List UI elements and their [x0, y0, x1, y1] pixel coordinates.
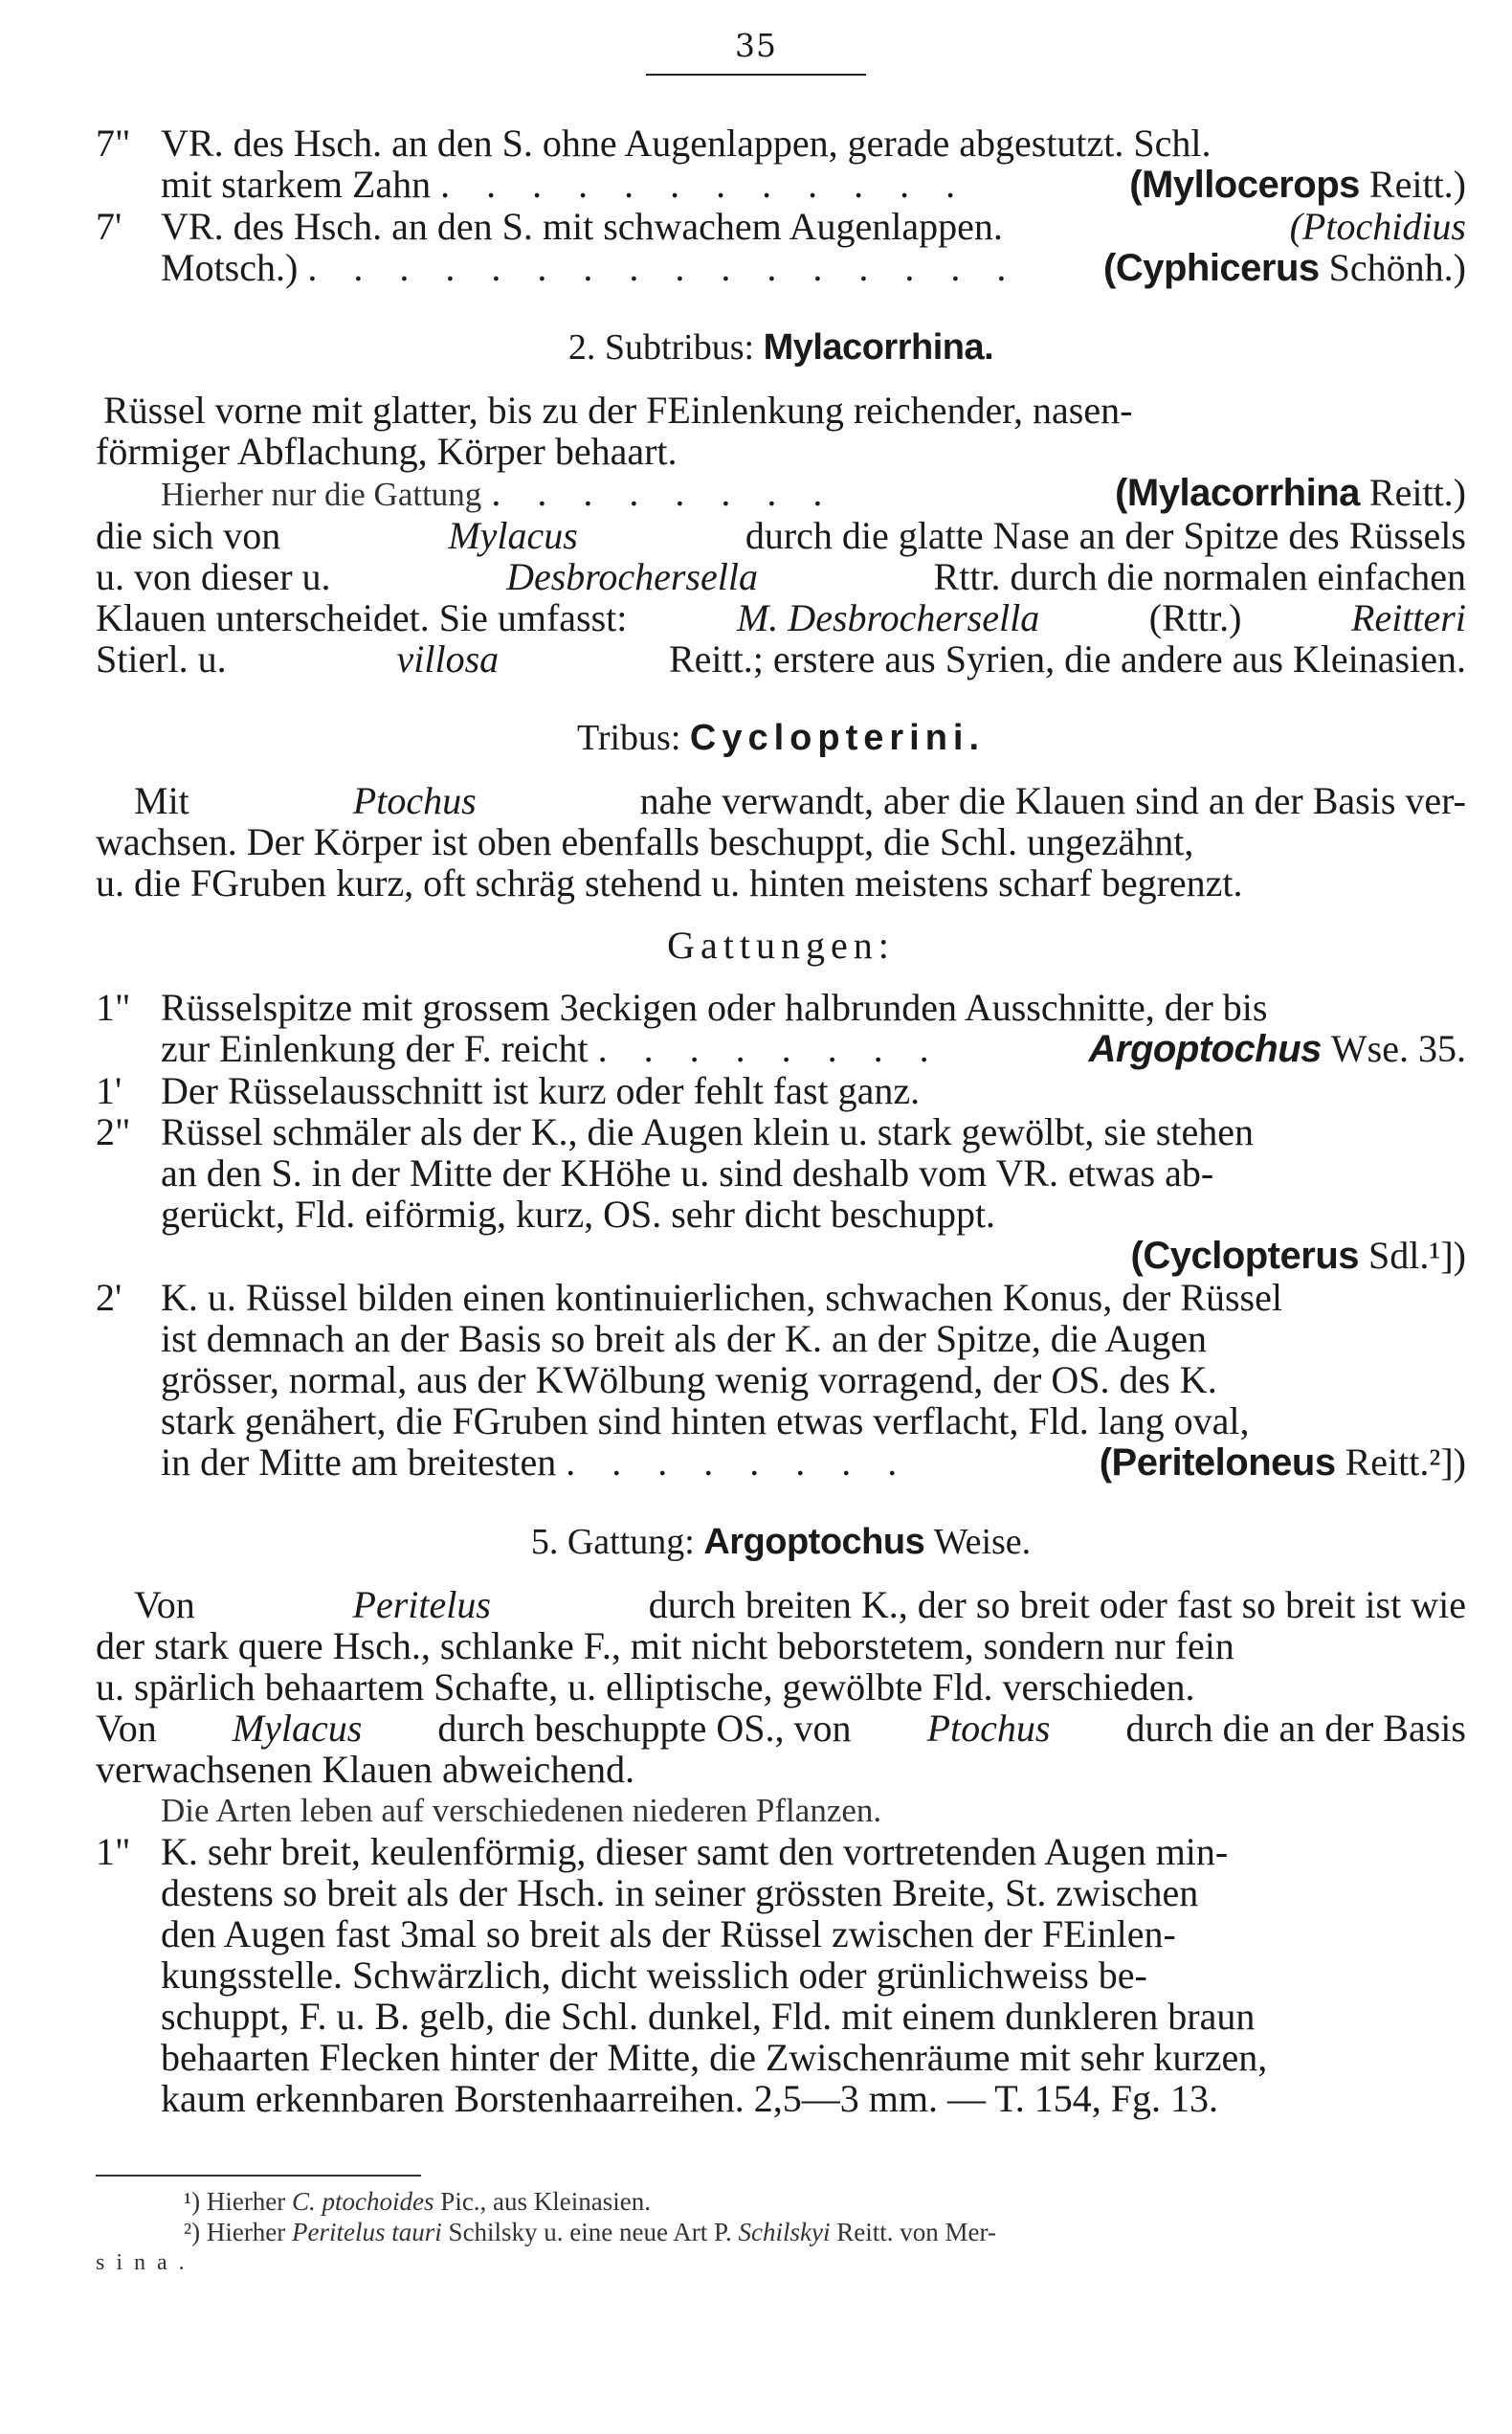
genus-name: Argoptochus [1088, 1028, 1322, 1070]
text: in der Mitte am breitesten [161, 1440, 557, 1484]
text: Hierher nur die Gattung [161, 476, 482, 513]
heading-prefix: 2. Subtribus: [567, 327, 755, 368]
text: Rüssel vorne mit glatter, bis zu der FEinlenkung reichender, nasen- [103, 389, 1133, 432]
heading-name: Argoptochus [703, 1522, 925, 1562]
text: grösser, normal, aus der KWölbung wenig vorragend, der OS. des K. [161, 1358, 1217, 1401]
paragraph-line [96, 515, 1466, 556]
text: den Augen fast 3mal so breit als der Rüssel zwischen der FEinlen- [161, 1912, 1176, 1955]
key-line [96, 1028, 1466, 1070]
key-line [96, 2078, 1466, 2119]
text: Von [134, 1583, 195, 1626]
key-line [96, 1359, 1466, 1400]
text: Rttr. durch die normalen einfachen [933, 555, 1466, 598]
text: zur Einlenkung der F. reicht [161, 1027, 589, 1070]
paragraph-line [96, 1749, 1466, 1790]
couplet-number: 7' [96, 205, 122, 248]
key-line [96, 2037, 1466, 2078]
text: Rüssel schmäler als der K., die Augen klein u. stark gewölbt, sie stehen [161, 1110, 1254, 1153]
genus-name: (Mylacorrhina [1115, 472, 1360, 514]
author: Sdl.¹]) [1368, 1234, 1466, 1277]
tribus-heading [96, 718, 1466, 759]
author: Reitt.) [1368, 471, 1466, 514]
heading-name: Mylacorrhina. [763, 327, 994, 368]
species-italic: Peritelus tauri [292, 2218, 442, 2246]
heading-name: Cyclopterini. [689, 718, 986, 758]
leader-dots: . . . . . . . . . . . . [440, 163, 969, 206]
text: kungsstelle. Schwärzlich, dicht weisslich oder grünlichweiss be- [161, 1954, 1147, 1997]
text: (Rttr.) [1148, 596, 1242, 639]
genus-name: (Cyclopterus [1130, 1235, 1359, 1277]
heading-prefix: 5. Gattung: [530, 1522, 695, 1562]
text: Schilsky u. eine neue Art P. [448, 2218, 732, 2246]
couplet-number: 1' [96, 1069, 122, 1112]
text: Mit [134, 779, 189, 822]
genus-italic: Desbrochersella [506, 555, 758, 598]
paragraph-line [96, 821, 1466, 862]
text: die sich von [96, 514, 281, 557]
genus-italic: Ptochus [352, 779, 477, 822]
leader-dots: . . . . . . . . . . . . . . . . [307, 246, 1020, 289]
heading-author: Weise. [933, 1522, 1032, 1562]
key-line [96, 1277, 1466, 1318]
text: Der Rüsselausschnitt ist kurz oder fehlt fast ganz. [161, 1069, 921, 1112]
text: u. spärlich behaartem Schafte, u. elliptische, gewölbte Fld. verschieden. [96, 1665, 1195, 1708]
text: mit starkem Zahn [161, 163, 432, 206]
species-italic: Schilskyi [738, 2218, 831, 2246]
subtribus-heading [96, 327, 1466, 368]
text: u. die FGruben kurz, oft schräg stehend u. hinten meistens scharf begrenzt. [96, 861, 1243, 904]
key-line [96, 987, 1466, 1028]
text: kaum erkennbaren Borstenhaarreihen. 2,5—3 mm. — T. 154, Fg. 13. [161, 2077, 1218, 2120]
genus-name: (Ptochidius [1289, 205, 1466, 248]
text: durch die an der Basis [1125, 1707, 1466, 1750]
leader-dots: . . . . . . . . [491, 471, 836, 514]
text: der stark quere Hsch., schlanke F., mit nicht beborstetem, sondern nur fein [96, 1624, 1234, 1667]
text: K. sehr breit, keulenförmig, dieser samt den vortretenden Augen min- [161, 1830, 1229, 1873]
footnote-2-continuation: sina. [96, 2250, 196, 2275]
paragraph-line [96, 638, 1466, 680]
species-italic: villosa [396, 637, 500, 681]
text: Motsch.) [161, 246, 299, 289]
key-line [96, 1070, 1466, 1111]
key-line [96, 1872, 1466, 1913]
genus-name: (Cyphicerus [1103, 247, 1320, 289]
text: verwachsenen Klauen abweichend. [96, 1748, 635, 1791]
text: stark genähert, die FGruben sind hinten etwas verflacht, Fld. lang oval, [161, 1399, 1250, 1442]
genus-italic: Ptochus [926, 1707, 1051, 1750]
leader-dots: . . . . . . . . [597, 1027, 943, 1070]
paragraph-line [96, 1625, 1466, 1666]
key-line [96, 1194, 1466, 1235]
paragraph-line [96, 431, 1466, 472]
text: Von [96, 1707, 157, 1750]
key-line [96, 1400, 1466, 1441]
couplet-number: 2" [96, 1110, 131, 1153]
gattung-heading [96, 1522, 1466, 1563]
text: gerückt, Fld. eiförmig, kurz, OS. sehr dicht beschuppt. [161, 1193, 996, 1236]
paragraph-line [96, 1790, 1466, 1831]
text: durch beschuppte OS., von [437, 1707, 852, 1750]
author: Reitt.²]) [1345, 1440, 1466, 1484]
footnote-1 [96, 2186, 1466, 2217]
text: behaarten Flecken hinter der Mitte, die Zwischenräume mit sehr kurzen, [161, 2036, 1268, 2079]
couplet-number: 2' [96, 1276, 122, 1319]
author: Wse. 35. [1330, 1027, 1466, 1070]
key-line [96, 123, 1466, 164]
species-italic: M. Desbrochersella [736, 596, 1040, 639]
couplet-number: 1" [96, 1830, 131, 1873]
key-line [96, 1441, 1466, 1484]
leader-dots: . . . . . . . . [566, 1440, 911, 1484]
text: VR. des Hsch. an den S. ohne Augenlappen, gerade abgestutzt. Schl. [161, 122, 1212, 165]
text: Pic., aus Kleinasien. [440, 2187, 652, 2216]
paragraph-line [96, 862, 1466, 904]
paragraph-line [96, 390, 1466, 431]
key-line [96, 1152, 1466, 1194]
key-line [96, 1318, 1466, 1359]
key-line [96, 1111, 1466, 1152]
text: schuppt, F. u. B. gelb, die Schl. dunkel, Fld. mit einem dunkleren braun [161, 1995, 1256, 2038]
text: ²) Hierher [184, 2218, 286, 2246]
paragraph-line [96, 1708, 1466, 1749]
text: an den S. in der Mitte der KHöhe u. sind deshalb vom VR. etwas ab- [161, 1151, 1214, 1195]
key-line [96, 1913, 1466, 1954]
key-line [96, 206, 1466, 247]
page-number: 35 [646, 27, 866, 76]
text: u. von dieser u. [96, 555, 331, 598]
paragraph-line [96, 1584, 1466, 1625]
text: ist demnach an der Basis so breit als der K. an der Spitze, die Augen [161, 1317, 1208, 1360]
genus-italic: Peritelus [352, 1583, 491, 1626]
couplet-number: 1" [96, 986, 131, 1029]
paragraph-line [96, 1666, 1466, 1708]
key-line [96, 164, 1466, 206]
footnote-2 [96, 2217, 1466, 2247]
text: Rüsselspitze mit grossem 3eckigen oder halbrunden Ausschnitte, der bis [161, 986, 1268, 1029]
text: Reitt. von Mer- [836, 2218, 996, 2246]
text: durch breiten K., der so breit oder fast so breit ist wie [648, 1583, 1466, 1626]
text: Reitt.; erstere aus Syrien, die andere aus Kleinasien. [668, 637, 1466, 681]
text: wachsen. Der Körper ist oben ebenfalls beschuppt, die Schl. ungezähnt, [96, 820, 1194, 863]
paragraph-line [96, 556, 1466, 597]
text: nahe verwandt, aber die Klauen sind an der Basis ver- [639, 779, 1466, 822]
genus-name: (Periteloneus [1099, 1441, 1336, 1484]
footnotes [96, 2186, 1466, 2278]
key-line [96, 1996, 1466, 2037]
text: Stierl. u. [96, 637, 227, 681]
genus-italic: Mylacus [448, 514, 578, 557]
text: VR. des Hsch. an den S. mit schwachem Augenlappen. [161, 205, 1003, 248]
author: Schönh.) [1328, 246, 1466, 289]
text: Klauen unterscheidet. Sie umfasst: [96, 596, 628, 639]
genus-name: (Myllocerops [1129, 164, 1360, 206]
author: Reitt.) [1368, 163, 1466, 206]
heading-prefix: Tribus: [576, 718, 681, 758]
genus-italic: Mylacus [232, 1707, 363, 1750]
key-line [96, 1235, 1466, 1277]
footnote-rule [96, 2175, 421, 2177]
species-italic: Reitteri [1351, 596, 1466, 639]
paragraph-line [96, 780, 1466, 821]
text: durch die glatte Nase an der Spitze des Rüssels [745, 514, 1466, 557]
key-line [96, 1954, 1466, 1996]
text: ¹) Hierher [184, 2187, 286, 2216]
text: förmiger Abflachung, Körper behaart. [96, 430, 678, 473]
couplet-number: 7" [96, 122, 131, 165]
text: destens so breit als der Hsch. in seiner grössten Breite, St. zwischen [161, 1871, 1199, 1914]
text: Die Arten leben auf verschiedenen niederen Pflanzen. [161, 1792, 882, 1829]
gattungen-heading: Gattungen: [667, 924, 895, 967]
species-italic: C. ptochoides [292, 2187, 434, 2216]
paragraph-line [96, 472, 1466, 515]
text: K. u. Rüssel bilden einen kontinuierlichen, schwachen Konus, der Rüssel [161, 1276, 1282, 1319]
key-line [96, 247, 1466, 289]
page-body [96, 123, 1466, 2119]
key-line [96, 1831, 1466, 1872]
paragraph-line [96, 597, 1466, 638]
